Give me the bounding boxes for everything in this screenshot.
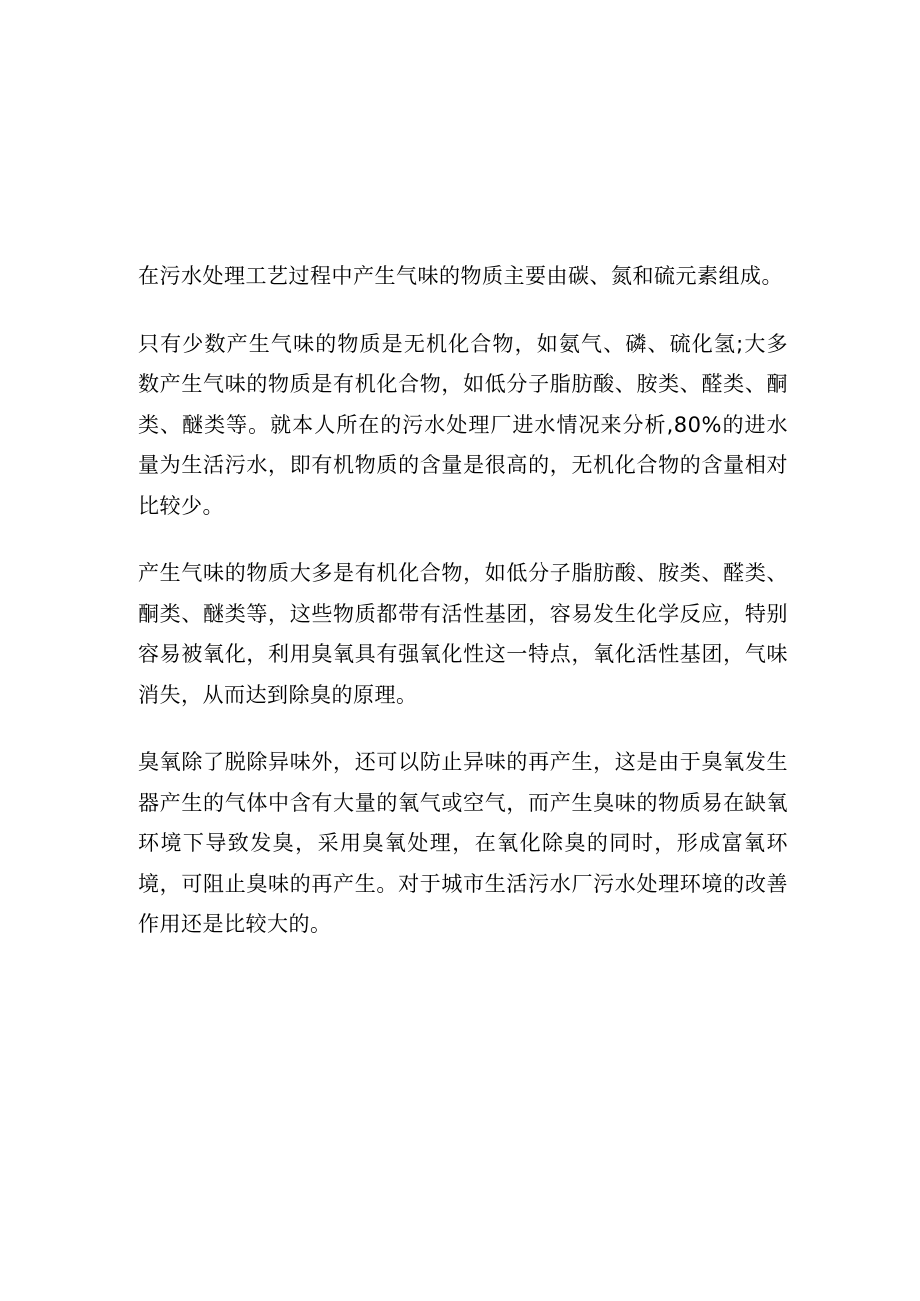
document-body [138, 256, 788, 945]
paragraph-odor-composition: 在污水处理工艺过程中产生气味的物质主要由碳、氮和硫元素组成。 [138, 264, 783, 288]
paragraph-ozone-prevention: 臭氧除了脱除异味外，还可以防止异味的再产生，这是由于臭氧发生器产生的气体中含有大量的氧气或空气，而产生臭味的物质易在缺氧环境下导致发臭，采用臭氧处理，在氧化除臭的同时，形成富氧环境，可阻止臭味的再产生。对于城市生活污水厂污水处理环境的改善作用还是比较大的。 [138, 750, 788, 936]
paragraph-ozone-oxidation: 产生气味的物质大多是有机化合物，如低分子脂肪酸、胺类、醛类、酮类、醚类等，这些物质都带有活性基团，容易发生化学反应，特别容易被氧化，利用臭氧具有强氧化性这一特点，氧化活性基团，气味消失，从而达到除臭的原理。 [138, 561, 788, 707]
paragraph-organic-inorganic: 只有少数产生气味的物质是无机化合物，如氨气、磷、硫化氢;大多数产生气味的物质是有机化合物，如低分子脂肪酸、胺类、醛类、酮类、醚类等。就本人所在的污水处理厂进水情况来分析,80%的进水量为生活污水，即有机物质的含量是很高的，无机化合物的含量相对比较少。 [138, 331, 788, 518]
